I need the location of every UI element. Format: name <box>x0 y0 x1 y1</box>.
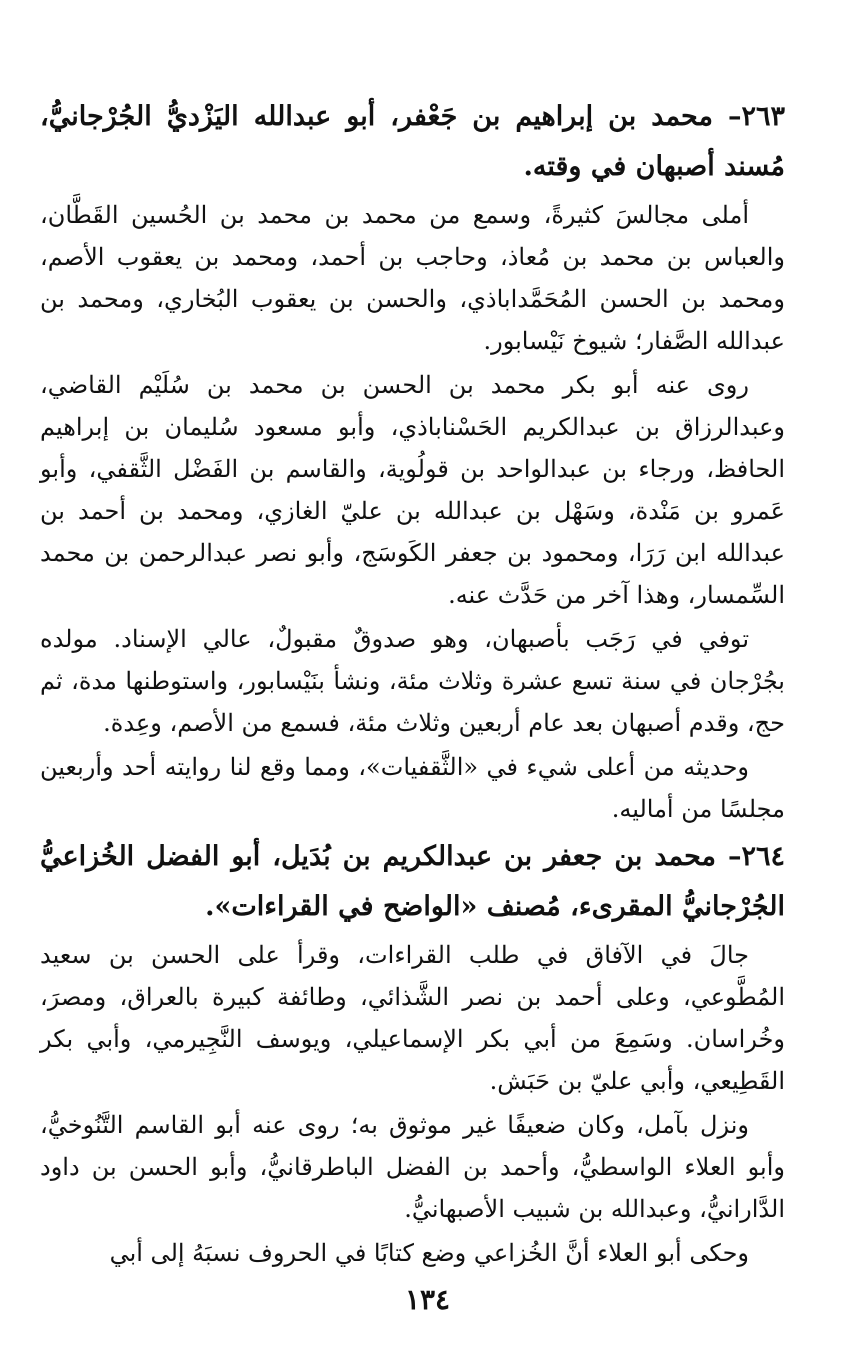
entry-264-paragraph-2: ونزل بآمل، وكان ضعيفًا غير موثوق به؛ روى عنه أبو القاسم التَّنُوخيُّ، وأبو العلاء الواسطيُّ، وأحمد بن الفضل الباطرقانيُّ، وأبو الحسن بن داود الدَّارانيُّ، وعبدالله بن شبيب الأصبهانيُّ. <box>40 1111 785 1223</box>
entry-heading-263: ٢٦٣– محمد بن إبراهيم بن جَعْفر، أبو عبدالله اليَزْديُّ الجُرْجانيُّ، مُسند أصبهان في وقته. <box>40 101 785 182</box>
biography-entry-263 <box>40 92 785 830</box>
page-body <box>40 92 785 1274</box>
entry-263-paragraph-1: أملى مجالسَ كثيرةً، وسمع من محمد بن محمد بن الحُسين القَطَّان، والعباس بن محمد بن مُعاذ، وحاجب بن أحمد، ومحمد بن يعقوب الأصم، ومحمد بن الحسن المُحَمَّداباذي، والحسن بن يعقوب البُخاري، ومحمد بن عبدالله الصَّفار؛ شيوخ نَيْسابور. <box>40 201 785 355</box>
page-number: ١٣٤ <box>404 1283 451 1316</box>
entry-263-paragraph-2: روى عنه أبو بكر محمد بن الحسن بن محمد بن سُلَيْم القاضي، وعبدالرزاق بن عبدالكريم الحَسْناباذي، وأبو مسعود سُليمان بن إبراهيم الحافظ، ورجاء بن عبدالواحد بن قولُوية، والقاسم بن الفَضْل الثَّقفي، وأبو عَمرو بن مَنْدة، وسَهْل بن عبدالله بن عليّ الغازي، ومحمد بن أحمد بن عبدالله ابن رَرَا، ومحمود بن جعفر الكَوسَج، وأبو نصر عبدالرحمن بن محمد السِّمسار، وهذا آخر من حَدَّث عنه. <box>40 371 785 609</box>
entry-263-paragraph-3: توفي في رَجَب بأصبهان، وهو صدوقٌ مقبولٌ، عالي الإسناد. مولده بجُرْجان في سنة تسع عشرة وثلاث مئة، ونشأ بنَيْسابور، واستوطنها مدة، ثم حج، وقدم أصبهان بعد عام أربعين وثلاث مئة، فسمع من الأصم، وعِدة. <box>40 625 785 737</box>
biography-entry-264 <box>40 832 785 1274</box>
entry-263-paragraph-4: وحديثه من أعلى شيء في «الثَّقفيات»، ومما وقع لنا روايته أحد وأربعين مجلسًا من أماليه. <box>40 753 785 823</box>
entry-264-paragraph-1: جالَ في الآفاق في طلب القراءات، وقرأ على الحسن بن سعيد المُطَّوعي، وعلى أحمد بن نصر الشَّذائي، وطائفة كبيرة بالعراق، ومصرَ، وخُراسان. وسَمِعَ من أبي بكر الإسماعيلي، ويوسف النَّجِيرمي، وأبي بكر القَطِيعي، وأبي عليّ بن حَبَش. <box>40 941 785 1095</box>
entry-264-paragraph-3: وحكى أبو العلاء أنَّ الخُزاعي وضع كتابًا في الحروف نسبَهُ إلى أبي <box>109 1239 749 1267</box>
entry-heading-264: ٢٦٤– محمد بن جعفر بن عبدالكريم بن بُدَيل، أبو الفضل الخُزاعيُّ الجُرْجانيُّ المقرىء، مُصنف «الواضح في القراءات». <box>40 841 785 922</box>
